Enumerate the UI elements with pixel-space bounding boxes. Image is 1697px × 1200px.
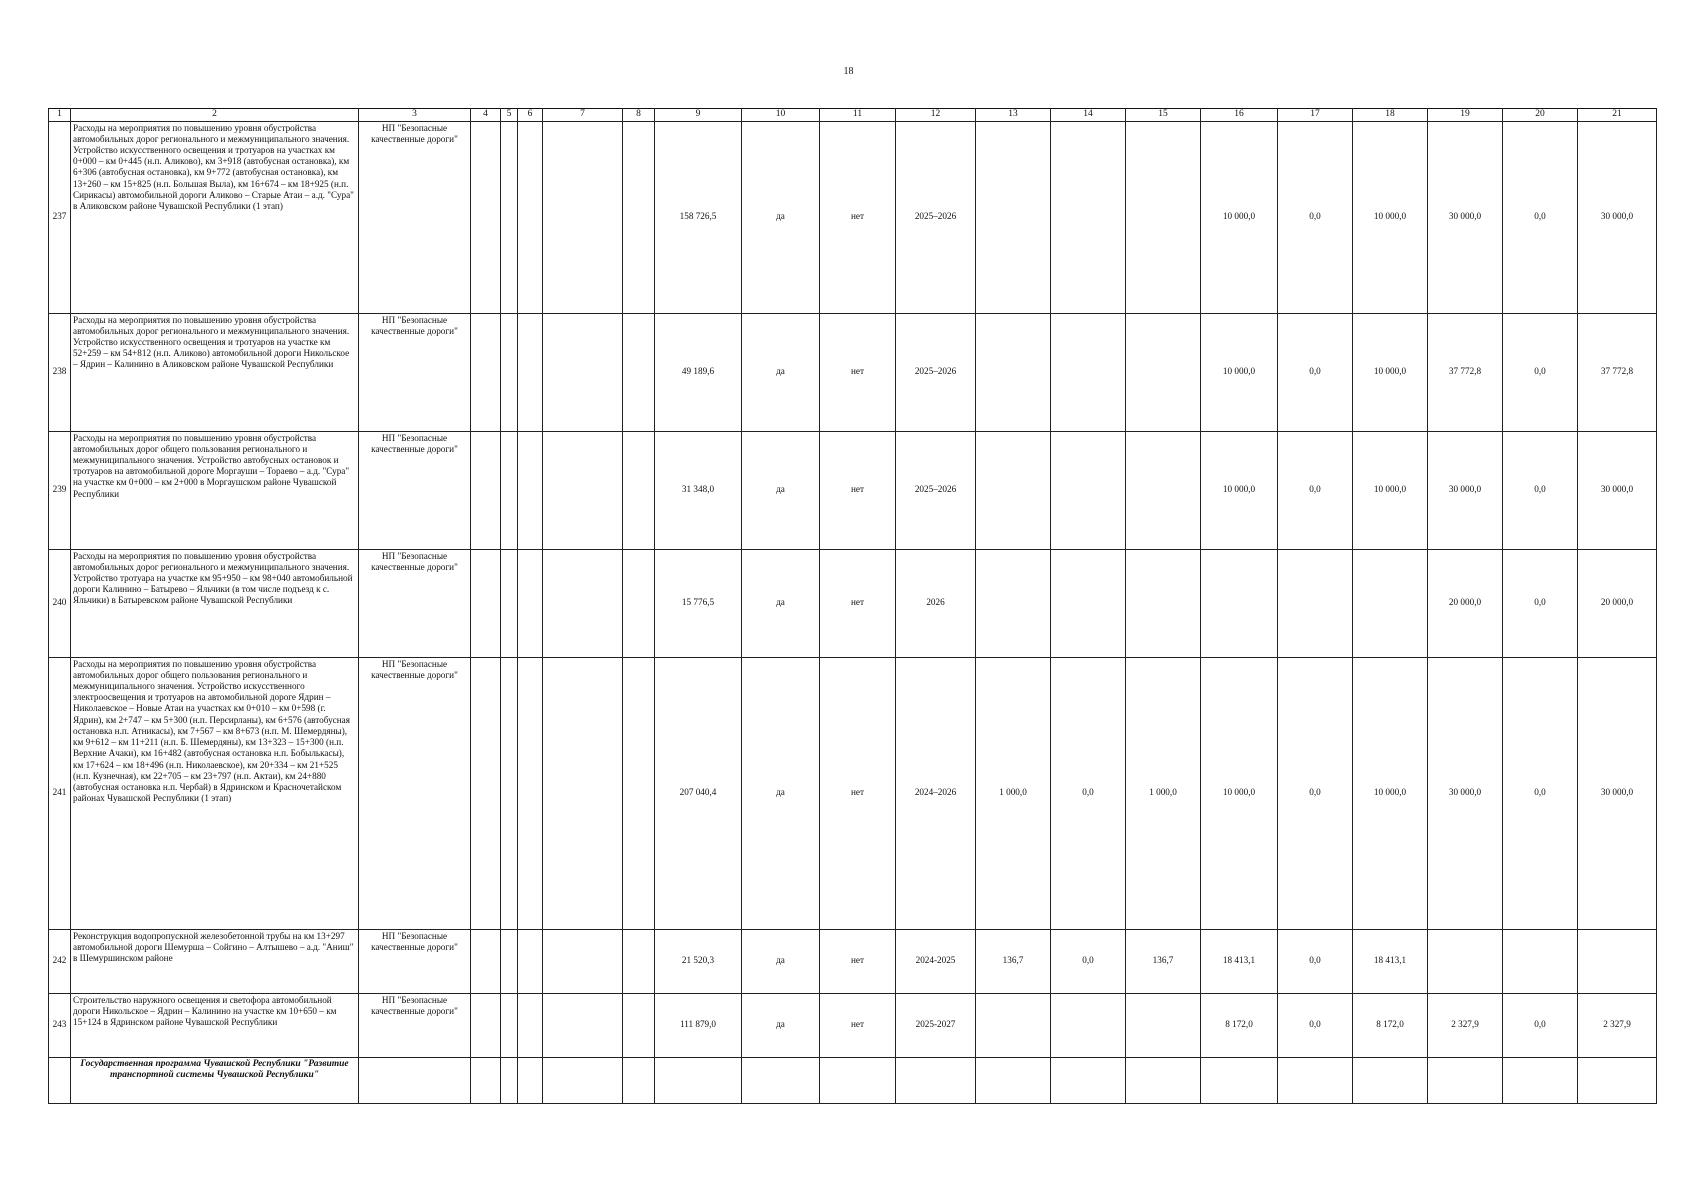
cell-c16: 18 413,1 xyxy=(1201,929,1278,993)
cell-c21: 37 772,8 xyxy=(1578,313,1657,431)
page-number: 18 xyxy=(843,66,854,77)
cell-c8 xyxy=(623,121,655,313)
cell-c21: 30 000,0 xyxy=(1578,431,1657,549)
cell-c8 xyxy=(623,549,655,657)
col-header-11: 11 xyxy=(820,109,896,122)
cell-c16: 10 000,0 xyxy=(1201,313,1278,431)
cell-c18: 10 000,0 xyxy=(1353,657,1428,929)
cell-c13 xyxy=(976,431,1051,549)
empty-cell xyxy=(359,1057,471,1103)
cell-c13 xyxy=(976,993,1051,1057)
cell-c6 xyxy=(518,993,543,1057)
row-number: 239 xyxy=(49,431,71,549)
cell-c16: 10 000,0 xyxy=(1201,657,1278,929)
empty-cell xyxy=(501,1057,518,1103)
cell-c18: 10 000,0 xyxy=(1353,313,1428,431)
empty-cell xyxy=(623,1057,655,1103)
cell-c11: нет xyxy=(820,993,896,1057)
cell-cost: 111 879,0 xyxy=(655,993,742,1057)
col-header-12: 12 xyxy=(896,109,976,122)
cell-c17: 0,0 xyxy=(1278,993,1353,1057)
cell-c5 xyxy=(501,313,518,431)
column-number-row xyxy=(49,109,1657,122)
cell-c13 xyxy=(976,549,1051,657)
cell-c14: 0,0 xyxy=(1051,929,1126,993)
cell-c13: 136,7 xyxy=(976,929,1051,993)
cell-c5 xyxy=(501,121,518,313)
cell-c15 xyxy=(1126,431,1201,549)
cell-c13 xyxy=(976,313,1051,431)
cell-cost: 158 726,5 xyxy=(655,121,742,313)
cell-c15: 1 000,0 xyxy=(1126,657,1201,929)
col-header-5: 5 xyxy=(501,109,518,122)
table-row xyxy=(49,929,1657,993)
cell-cost: 15 776,5 xyxy=(655,549,742,657)
col-header-7: 7 xyxy=(543,109,623,122)
cell-c4 xyxy=(471,657,501,929)
cell-c6 xyxy=(518,313,543,431)
cell-c7 xyxy=(543,313,623,431)
cell-cost: 31 348,0 xyxy=(655,431,742,549)
cell-c6 xyxy=(518,657,543,929)
cell-c15: 136,7 xyxy=(1126,929,1201,993)
row-responsible: НП "Безопасные качественные дороги" xyxy=(359,549,471,657)
cell-period: 2025–2026 xyxy=(896,313,976,431)
cell-c7 xyxy=(543,657,623,929)
row-description: Расходы на мероприятия по повышению уровня обустройства автомобильных дорог регионального и межмуниципального значения. Устройство искусственного освещения и тротуаров на участках км 0+000 – км 0+445 (н.п. Аликово), км 3+918 (автобусная остановка), км 6+306 (автобусная остановка), км 9+772 (автобусная остановка), км 13+260 – км 15+825 (н.п. Большая Выла), км 16+674 – км 18+925 (н.п. Сирикасы) автомобильной дороги Аликово – Старые Атаи – а.д. "Сура" в Аликовском районе Чувашской Республики (1 этап) xyxy=(71,121,359,313)
table-row xyxy=(49,313,1657,431)
col-header-6: 6 xyxy=(518,109,543,122)
cell-c4 xyxy=(471,431,501,549)
cell-c8 xyxy=(623,313,655,431)
col-header-21: 21 xyxy=(1578,109,1657,122)
cell-c5 xyxy=(501,993,518,1057)
cell-c4 xyxy=(471,929,501,993)
cell-c7 xyxy=(543,993,623,1057)
program-total-row xyxy=(49,1057,1657,1103)
cell-c11: нет xyxy=(820,929,896,993)
cell-c17: 0,0 xyxy=(1278,929,1353,993)
col-header-20: 20 xyxy=(1503,109,1578,122)
cell-c4 xyxy=(471,993,501,1057)
cell-c15 xyxy=(1126,313,1201,431)
cell-c14 xyxy=(1051,121,1126,313)
cell-c11: нет xyxy=(820,431,896,549)
row-number: 240 xyxy=(49,549,71,657)
cell-c5 xyxy=(501,431,518,549)
cell-c19: 30 000,0 xyxy=(1428,657,1503,929)
empty-cell xyxy=(896,1057,976,1103)
cell-c19: 37 772,8 xyxy=(1428,313,1503,431)
cell-c18 xyxy=(1353,549,1428,657)
row-responsible: НП "Безопасные качественные дороги" xyxy=(359,121,471,313)
col-header-19: 19 xyxy=(1428,109,1503,122)
row-number: 237 xyxy=(49,121,71,313)
cell-cost: 49 189,6 xyxy=(655,313,742,431)
row-responsible: НП "Безопасные качественные дороги" xyxy=(359,929,471,993)
cell-c21: 30 000,0 xyxy=(1578,121,1657,313)
cell-c7 xyxy=(543,121,623,313)
empty-cell xyxy=(1201,1057,1278,1103)
cell-c4 xyxy=(471,549,501,657)
cell-c8 xyxy=(623,431,655,549)
row-responsible: НП "Безопасные качественные дороги" xyxy=(359,657,471,929)
cell-c20: 0,0 xyxy=(1503,121,1578,313)
cell-c20 xyxy=(1503,929,1578,993)
col-header-14: 14 xyxy=(1051,109,1126,122)
empty-cell xyxy=(471,1057,501,1103)
cell-c19: 2 327,9 xyxy=(1428,993,1503,1057)
cell-c16: 10 000,0 xyxy=(1201,121,1278,313)
cell-c18: 8 172,0 xyxy=(1353,993,1428,1057)
cell-c17: 0,0 xyxy=(1278,657,1353,929)
cell-c17 xyxy=(1278,549,1353,657)
row-description: Расходы на мероприятия по повышению уровня обустройства автомобильных дорог общего пользования регионального и межмуниципального значения. Устройство искусственного электроосвещения и тротуаров на автомобильной дороге Ядрин – Николаевское – Новые Атаи на участках км 0+010 – км 0+598 (г. Ядрин), км 2+747 – км 5+300 (н.п. Персирланы), км 6+576 (автобусная остановка н.п. Атникасы), км 7+567 – км 8+673 (н.п. М. Шемердяны), км 9+612 – км 11+211 (н.п. Б. Шемердяны), км 13+323 – 15+300 (н.п. Верхние Ачаки), км 16+482 (автобусная остановка н.п. Бобылькасы), км 17+624 – км 18+496 (н.п. Николаевское), км 20+334 – км 21+525 (н.п. Кузнечная), км 22+705 – км 23+797 (н.п. Актаи), км 24+880 (автобусная остановка н.п. Чербай) в Ядринском и Красночетайском районах Чувашской Республики (1 этап) xyxy=(71,657,359,929)
table-row xyxy=(49,993,1657,1057)
cell-period: 2025–2026 xyxy=(896,431,976,549)
col-header-15: 15 xyxy=(1126,109,1201,122)
cell-c16: 10 000,0 xyxy=(1201,431,1278,549)
cell-c5 xyxy=(501,549,518,657)
row-responsible: НП "Безопасные качественные дороги" xyxy=(359,313,471,431)
cell-c10: да xyxy=(742,657,820,929)
empty-cell xyxy=(518,1057,543,1103)
cell-c6 xyxy=(518,549,543,657)
col-header-9: 9 xyxy=(655,109,742,122)
cell-c20: 0,0 xyxy=(1503,431,1578,549)
cell-c7 xyxy=(543,431,623,549)
row-number: 242 xyxy=(49,929,71,993)
cell-c20: 0,0 xyxy=(1503,313,1578,431)
cell-c19 xyxy=(1428,929,1503,993)
table-row xyxy=(49,657,1657,929)
col-header-17: 17 xyxy=(1278,109,1353,122)
empty-cell xyxy=(1503,1057,1578,1103)
row-responsible: НП "Безопасные качественные дороги" xyxy=(359,431,471,549)
col-header-10: 10 xyxy=(742,109,820,122)
row-number: 241 xyxy=(49,657,71,929)
cell-c18: 10 000,0 xyxy=(1353,121,1428,313)
col-header-3: 3 xyxy=(359,109,471,122)
row-responsible: НП "Безопасные качественные дороги" xyxy=(359,993,471,1057)
empty-cell xyxy=(1578,1057,1657,1103)
cell-period: 2024-2025 xyxy=(896,929,976,993)
cell-c14 xyxy=(1051,431,1126,549)
cell-c10: да xyxy=(742,549,820,657)
cell-period: 2025-2027 xyxy=(896,993,976,1057)
cell-period: 2024–2026 xyxy=(896,657,976,929)
cell-c11: нет xyxy=(820,549,896,657)
cell-c10: да xyxy=(742,313,820,431)
cell-c16 xyxy=(1201,549,1278,657)
cell-period: 2026 xyxy=(896,549,976,657)
cell-cost: 207 040,4 xyxy=(655,657,742,929)
empty-cell xyxy=(1051,1057,1126,1103)
cell-c11: нет xyxy=(820,657,896,929)
cell-c16: 8 172,0 xyxy=(1201,993,1278,1057)
row-description: Расходы на мероприятия по повышению уровня обустройства автомобильных дорог регионального и межмуниципального значения. Устройство тротуара на участке км 95+950 – км 98+040 автомобильной дороги Калинино – Батырево – Яльчики (в том числе подъезд к с. Яльчики) в Батыревском районе Чувашской Республики xyxy=(71,549,359,657)
total-num-cell xyxy=(49,1057,71,1103)
cell-cost: 21 520,3 xyxy=(655,929,742,993)
cell-c10: да xyxy=(742,929,820,993)
cell-c10: да xyxy=(742,993,820,1057)
empty-cell xyxy=(543,1057,623,1103)
cell-c7 xyxy=(543,929,623,993)
empty-cell xyxy=(820,1057,896,1103)
cell-c6 xyxy=(518,121,543,313)
cell-c14 xyxy=(1051,993,1126,1057)
cell-c5 xyxy=(501,657,518,929)
cell-c18: 18 413,1 xyxy=(1353,929,1428,993)
cell-c15 xyxy=(1126,121,1201,313)
cell-c8 xyxy=(623,929,655,993)
empty-cell xyxy=(655,1057,742,1103)
col-header-18: 18 xyxy=(1353,109,1428,122)
cell-c14 xyxy=(1051,313,1126,431)
cell-c13 xyxy=(976,121,1051,313)
row-description: Расходы на мероприятия по повышению уровня обустройства автомобильных дорог общего пользования регионального и межмуниципального значения. Устройство автобусных остановок и тротуаров на автомобильной дороге Моргауши – Тораево – а.д. "Сура" на участке км 0+000 – км 2+000 в Моргаушском районе Чувашской Республики xyxy=(71,431,359,549)
cell-c21: 20 000,0 xyxy=(1578,549,1657,657)
cell-c7 xyxy=(543,549,623,657)
col-header-4: 4 xyxy=(471,109,501,122)
cell-c5 xyxy=(501,929,518,993)
cell-c10: да xyxy=(742,431,820,549)
cell-c13: 1 000,0 xyxy=(976,657,1051,929)
cell-c21: 30 000,0 xyxy=(1578,657,1657,929)
cell-c17: 0,0 xyxy=(1278,121,1353,313)
cell-c21: 2 327,9 xyxy=(1578,993,1657,1057)
cell-c19: 30 000,0 xyxy=(1428,431,1503,549)
cell-c15 xyxy=(1126,993,1201,1057)
cell-c6 xyxy=(518,431,543,549)
col-header-2: 2 xyxy=(71,109,359,122)
table-row xyxy=(49,431,1657,549)
col-header-13: 13 xyxy=(976,109,1051,122)
col-header-1: 1 xyxy=(49,109,71,122)
row-description: Строительство наружного освещения и светофора автомобильной дороги Никольское – Ядрин – Калинино на участке км 10+650 – км 15+124 в Ядринском районе Чувашской Республики xyxy=(71,993,359,1057)
cell-c21 xyxy=(1578,929,1657,993)
cell-c15 xyxy=(1126,549,1201,657)
table-row xyxy=(49,549,1657,657)
empty-cell xyxy=(1353,1057,1428,1103)
empty-cell xyxy=(742,1057,820,1103)
cell-c10: да xyxy=(742,121,820,313)
cell-c20: 0,0 xyxy=(1503,993,1578,1057)
empty-cell xyxy=(1428,1057,1503,1103)
row-number: 243 xyxy=(49,993,71,1057)
empty-cell xyxy=(1126,1057,1201,1103)
cell-c18: 10 000,0 xyxy=(1353,431,1428,549)
program-title: Государственная программа Чувашской Республики "Развитие транспортной системы Чувашской Республики" xyxy=(71,1057,359,1103)
cell-c17: 0,0 xyxy=(1278,313,1353,431)
cell-c17: 0,0 xyxy=(1278,431,1353,549)
col-header-8: 8 xyxy=(623,109,655,122)
empty-cell xyxy=(976,1057,1051,1103)
row-number: 238 xyxy=(49,313,71,431)
cell-c19: 20 000,0 xyxy=(1428,549,1503,657)
cell-c14: 0,0 xyxy=(1051,657,1126,929)
cell-c4 xyxy=(471,121,501,313)
cell-c20: 0,0 xyxy=(1503,657,1578,929)
cell-c11: нет xyxy=(820,313,896,431)
cell-c8 xyxy=(623,657,655,929)
cell-c14 xyxy=(1051,549,1126,657)
program-table xyxy=(48,108,1657,1104)
cell-c6 xyxy=(518,929,543,993)
cell-c11: нет xyxy=(820,121,896,313)
col-header-16: 16 xyxy=(1201,109,1278,122)
cell-c8 xyxy=(623,993,655,1057)
cell-c4 xyxy=(471,313,501,431)
cell-c20: 0,0 xyxy=(1503,549,1578,657)
row-description: Расходы на мероприятия по повышению уровня обустройства автомобильных дорог регионального и межмуниципального значения. Устройство искусственного освещения и тротуаров на участке км 52+259 – км 54+812 (н.п. Аликово) автомобильной дороги Никольское – Ядрин – Калинино в Аликовском районе Чувашской Республики xyxy=(71,313,359,431)
cell-period: 2025–2026 xyxy=(896,121,976,313)
cell-c19: 30 000,0 xyxy=(1428,121,1503,313)
table-row xyxy=(49,121,1657,313)
empty-cell xyxy=(1278,1057,1353,1103)
row-description: Реконструкция водопропускной железобетонной трубы на км 13+297 автомобильной дороги Шемурша – Сойгино – Алтышево – а.д. "Аниш" в Шемуршинском районе xyxy=(71,929,359,993)
